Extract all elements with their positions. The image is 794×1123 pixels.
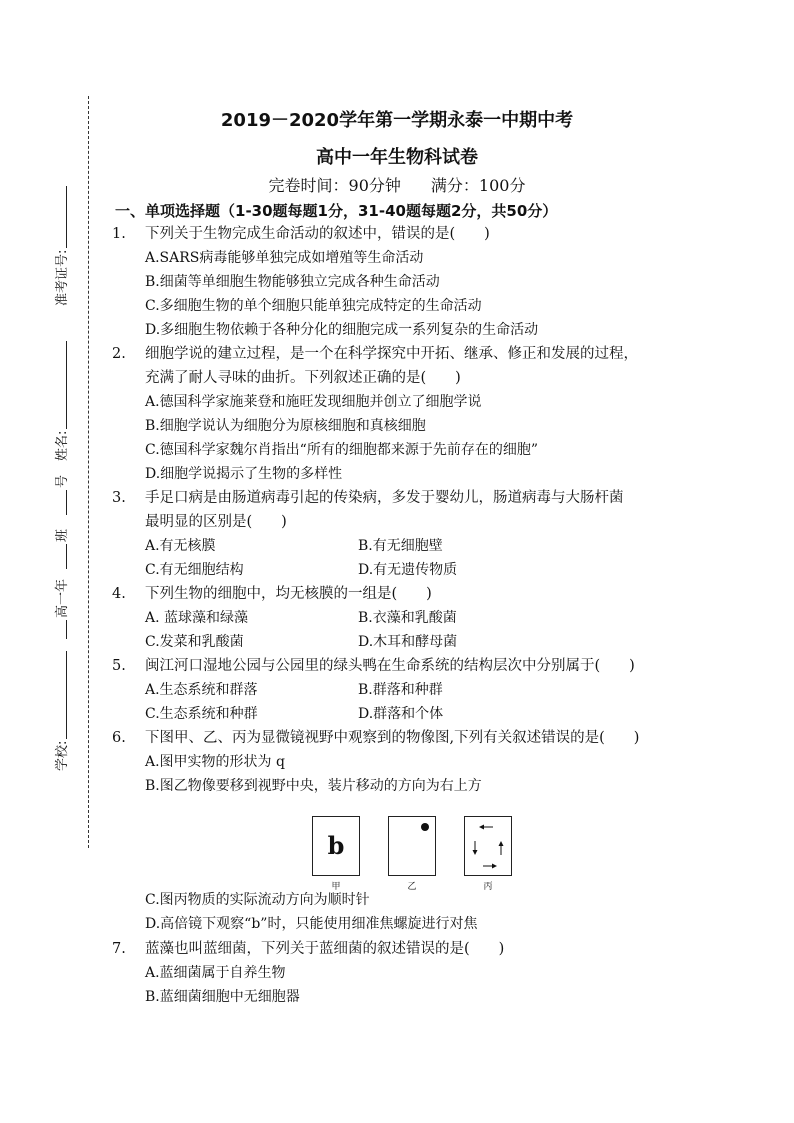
question-number: 3. bbox=[112, 490, 126, 506]
question-number: 1. bbox=[112, 226, 126, 242]
option-c[interactable]: C.有无细胞结构 bbox=[145, 562, 244, 578]
figure-caption: 丙 bbox=[483, 882, 493, 892]
option-a[interactable]: A.SARS病毒能够单独完成如增殖等生命活动 bbox=[145, 250, 424, 266]
school-label: 学校: bbox=[54, 740, 70, 771]
grade-label: 高一年 bbox=[54, 579, 70, 619]
seat-number-label: 号 bbox=[54, 475, 70, 489]
option-c[interactable]: C.生态系统和种群 bbox=[145, 706, 258, 722]
question-2 bbox=[112, 342, 712, 486]
option-c[interactable]: C.德国科学家魏尔肖指出“所有的细胞都来源于先前存在的细胞” bbox=[145, 442, 538, 458]
figure-jia bbox=[312, 816, 360, 892]
question-number: 6. bbox=[112, 730, 126, 746]
question-number: 2. bbox=[112, 346, 126, 362]
flow-arrows-icon bbox=[465, 817, 511, 875]
option-d[interactable]: D.木耳和酵母菌 bbox=[358, 634, 458, 650]
option-d[interactable]: D.有无遗传物质 bbox=[358, 562, 458, 578]
option-b[interactable]: B.蓝细菌细胞中无细胞器 bbox=[145, 989, 300, 1005]
option-a[interactable]: A.蓝细菌属于自养生物 bbox=[145, 965, 286, 981]
question-3 bbox=[112, 486, 712, 582]
exam-info bbox=[0, 173, 794, 196]
seat-number-field[interactable] bbox=[49, 475, 71, 515]
question-stem: 手足口病是由肠道病毒引起的传染病，多发于婴幼儿，肠道病毒与大肠杆菌 bbox=[145, 490, 624, 506]
question-stem: 细胞学说的建立过程，是一个在科学探究中开拓、继承、修正和发展的过程， bbox=[145, 346, 638, 362]
option-c[interactable]: C.多细胞生物的单个细胞只能单独完成特定的生命活动 bbox=[145, 298, 482, 314]
option-c[interactable]: C.发菜和乳酸菌 bbox=[145, 634, 244, 650]
exam-full-score: 满分：100分 bbox=[430, 176, 526, 195]
option-d[interactable]: D.高倍镜下观察“b”时，只能使用细准焦螺旋进行对焦 bbox=[145, 916, 478, 932]
option-d[interactable]: D.细胞学说揭示了生物的多样性 bbox=[145, 466, 343, 482]
option-a[interactable]: A. 蓝球藻和绿藻 bbox=[145, 610, 249, 626]
option-a[interactable]: A.有无核膜 bbox=[145, 538, 216, 554]
exam-subject-title: 高中一年生物科试卷 bbox=[316, 147, 478, 168]
school-field[interactable] bbox=[49, 651, 71, 771]
option-a[interactable]: A.生态系统和群落 bbox=[145, 682, 258, 698]
figure-caption: 乙 bbox=[407, 882, 417, 892]
question-1 bbox=[112, 222, 712, 342]
figure-letter: b bbox=[327, 831, 345, 860]
section-title: 一、单项选择题（1-30题每题1分，31-40题每题2分，共50分） bbox=[115, 202, 558, 220]
object-dot-icon bbox=[421, 823, 429, 831]
exam-title: 2019－2020学年第一学期永泰一中期中考 bbox=[220, 110, 574, 131]
question-6 bbox=[112, 726, 712, 798]
class-field[interactable] bbox=[49, 529, 71, 569]
option-d[interactable]: D.多细胞生物依赖于各种分化的细胞完成一系列复杂的生命活动 bbox=[145, 322, 539, 338]
grade-field[interactable] bbox=[49, 579, 71, 639]
question-number: 5. bbox=[112, 658, 126, 674]
figure-yi bbox=[388, 816, 436, 892]
question-stem: 下图甲、乙、丙为显微镜视野中观察到的物像图,下列有关叙述错误的是( ) bbox=[145, 730, 640, 746]
question-stem-cont: 最明显的区别是( ) bbox=[145, 514, 287, 530]
question-number: 7. bbox=[112, 941, 126, 957]
question-5 bbox=[112, 654, 712, 726]
question-stem: 下列生物的细胞中，均无核膜的一组是( ) bbox=[145, 586, 432, 602]
option-a[interactable]: A.德国科学家施莱登和施旺发现细胞并创立了细胞学说 bbox=[145, 394, 482, 410]
microscope-figures bbox=[312, 816, 512, 892]
exam-duration: 完卷时间：90分钟 bbox=[268, 176, 401, 195]
option-b[interactable]: B.细胞学说认为细胞分为原核细胞和真核细胞 bbox=[145, 418, 426, 434]
question-stem: 下列关于生物完成生命活动的叙述中，错误的是( ) bbox=[145, 226, 490, 242]
name-field[interactable] bbox=[49, 341, 71, 461]
option-b[interactable]: B.图乙物像要移到视野中央，装片移动的方向为右上方 bbox=[145, 778, 482, 794]
exam-number-label: 准考证号: bbox=[54, 249, 70, 306]
class-label: 班 bbox=[54, 529, 70, 543]
figure-bing bbox=[464, 816, 512, 892]
question-number: 4. bbox=[112, 586, 126, 602]
name-label: 姓名: bbox=[54, 430, 70, 461]
question-6-cont bbox=[112, 888, 712, 936]
option-b[interactable]: B.细菌等单细胞生物能够独立完成各种生命活动 bbox=[145, 274, 440, 290]
option-a[interactable]: A.图甲实物的形状为 q bbox=[145, 754, 285, 770]
question-stem-cont: 充满了耐人寻味的曲折。下列叙述正确的是( ) bbox=[145, 370, 461, 386]
question-7 bbox=[112, 937, 712, 1009]
figure-caption: 甲 bbox=[331, 882, 341, 892]
exam-number-field[interactable] bbox=[49, 186, 71, 306]
option-b[interactable]: B.有无细胞壁 bbox=[358, 538, 443, 554]
option-b[interactable]: B.衣藻和乳酸菌 bbox=[358, 610, 457, 626]
question-4 bbox=[112, 582, 712, 654]
option-d[interactable]: D.群落和个体 bbox=[358, 706, 444, 722]
option-b[interactable]: B.群落和种群 bbox=[358, 682, 443, 698]
question-stem: 闽江河口湿地公园与公园里的绿头鸭在生命系统的结构层次中分别属于( ) bbox=[145, 658, 635, 674]
option-c[interactable]: C.图丙物质的实际流动方向为顺时针 bbox=[145, 892, 370, 908]
binding-cut-line bbox=[88, 96, 89, 848]
question-stem: 蓝藻也叫蓝细菌，下列关于蓝细菌的叙述错误的是( ) bbox=[145, 941, 505, 957]
